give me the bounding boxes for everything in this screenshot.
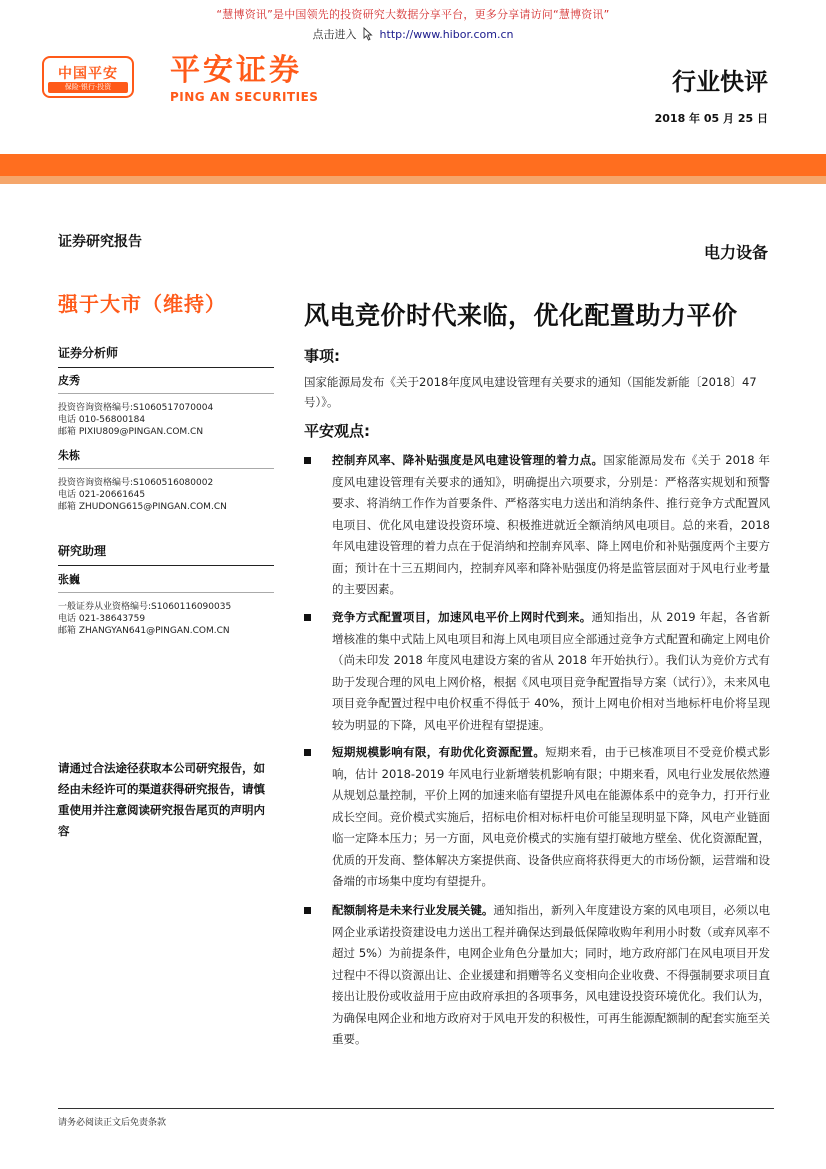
- footer-divider: [58, 1108, 774, 1109]
- promo-banner-line: “慧博资讯”是中国领先的投资研究大数据分享平台，更多分享请访问“慧博资讯”: [216, 8, 610, 21]
- page-title: 风电竞价时代来临，优化配置助力平价: [304, 301, 738, 330]
- viewpoint-bullet: [304, 742, 770, 893]
- analyst-cert: 投资咨询资格编号:S1060516080002: [58, 478, 214, 488]
- hand-cursor-icon: [362, 27, 374, 41]
- promo-link-line: [0, 26, 826, 42]
- ping-an-securities-logo: [170, 54, 318, 104]
- event-text: 国家能源局发布《关于2018年度风电建设管理有关要求的通知（国能发新能〔2018〕47号）》。: [304, 375, 757, 409]
- header-band: [0, 154, 826, 184]
- analysts-heading: 证券分析师: [58, 344, 274, 368]
- analyst-email: 邮箱 ZHUDONG615@PINGAN.COM.CN: [58, 502, 227, 512]
- viewpoint-bullet: [304, 450, 770, 601]
- analyst-cert: 投资咨询资格编号:S1060517070004: [58, 403, 214, 413]
- analyst-tel: 电话 010-56800184: [58, 415, 146, 425]
- bullet-lead: 控制弃风率、降补贴强度是风电建设管理的着力点。: [332, 453, 604, 467]
- china-ping-an-tagline: 保险·银行·投资: [48, 82, 128, 93]
- bullet-square-icon: [304, 907, 311, 914]
- bullet-square-icon: [304, 614, 311, 621]
- analyst-name: 皮秀: [58, 372, 274, 394]
- analyst-name: 朱栋: [58, 447, 274, 469]
- bullet-text: 国家能源局发布《关于 2018 年度风电建设管理有关要求的通知》，明确提出六项要求，分别是：严格落实规划和预警要求、将消纳工作作为首要条件、严格落实电力送出和消纳条件、推行竞争方式配置风电项目、优化风电建设投资环境、积极推进就近全额消纳风电项目。总的来看，2018 年风电建设管理的着力点在于促消纳和控制弃风率、降上网电价和补贴强度两个主要方面；预计在十三五期间内，控制弃风率和降补贴强度仍将是监管层面对于风电行业考量的主要因素。: [332, 453, 771, 596]
- report-kind: 证券研究报告: [58, 234, 142, 250]
- assistant-card: [58, 571, 274, 637]
- assistant-name: 张巍: [58, 571, 274, 593]
- analyst-email: 邮箱 PIXIU809@PINGAN.COM.CN: [58, 427, 204, 437]
- promo-link-prefix: 点击进入: [312, 28, 357, 41]
- assistant-cert: 一般证券从业资格编号:S1060116090035: [58, 602, 232, 612]
- document-type: 行业快评: [672, 68, 768, 96]
- bullet-text: 短期来看，由于已核准项目不受竞价模式影响，估计 2018-2019 年风电行业新增装机影响有限；中期来看，风电行业发展依然遵从规划总量控制，平价上网的加速来临有望提升风电在能源体系中的竞争力，打开行业成长空间。竞价模式实施后，招标电价相对标杆电价可能呈现明显下降，风电产业链面临一定降本压力；另一方面，风电竞价模式的实施有望打破地方壁垒、优化资源配置，优质的开发商、整体解决方案提供商、设备供应商将获得更大的市场份额，运营端和设备端的市场集中度均有望提升。: [332, 745, 770, 888]
- view-heading: 平安观点:: [304, 422, 370, 440]
- analyst-tel: 电话 021-20661645: [58, 490, 146, 500]
- rating: 强于大市（维持）: [58, 292, 226, 316]
- viewpoint-bullet: [304, 900, 770, 1051]
- assistant-heading: 研究助理: [58, 542, 274, 566]
- assistant-email: 邮箱 ZHANGYAN641@PINGAN.COM.CN: [58, 626, 230, 636]
- bullet-lead: 短期规模影响有限，有助优化资源配置。: [332, 745, 546, 759]
- china-ping-an-logo-text: 中国平安: [58, 66, 118, 82]
- footer-disclaimer: 请务必阅读正文后免责条款: [58, 1118, 167, 1128]
- bullet-lead: 配额制将是未来行业发展关键。: [332, 903, 494, 917]
- bullet-lead: 竞争方式配置项目，加速风电平价上网时代到来。: [332, 610, 592, 624]
- analyst-card: [58, 447, 274, 513]
- bullet-square-icon: [304, 457, 311, 464]
- assistant-tel: 电话 021-38643759: [58, 614, 146, 624]
- legal-notice: 请通过合法途径获取本公司研究报告，如经由未经许可的渠道获得研究报告，请慎重使用并注意阅读研究报告尾页的声明内容: [58, 761, 265, 838]
- industry-label: 电力设备: [703, 243, 768, 262]
- ping-an-securities-cn: 平安证券: [170, 53, 302, 88]
- ping-an-securities-en: PING AN SECURITIES: [170, 90, 319, 104]
- china-ping-an-logo: [42, 56, 134, 98]
- report-date: 2018 年 05 月 25 日: [654, 112, 768, 125]
- analyst-card: [58, 372, 274, 438]
- event-heading: 事项:: [304, 347, 340, 365]
- viewpoint-bullet: [304, 607, 770, 736]
- bullet-square-icon: [304, 749, 311, 756]
- bullet-text: 通知指出，新列入年度建设方案的风电项目，必须以电网企业承诺投资建设电力送出工程并确保达到最低保障收购年利用小时数（或弃风率不超过 5%）为前提条件，电网企业角色分量加大；同时，地方政府部门在风电项目开发过程中不得以资源出让、企业援建和捐赠等名义变相向企业收费、不得强制要求项目直接出让股份或收益用于应由政府承担的各项事务，风电建设投资环境优化。我们认为，为确保电网企业和地方政府对于风电开发的积极性，可再生能源配额制的配套实施至关重要。: [332, 903, 771, 1046]
- bullet-text: 通知指出，从 2019 年起，各省新增核准的集中式陆上风电项目和海上风电项目应全部通过竞争方式配置和确定上网电价（尚未印发 2018 年度风电建设方案的省从 2018 年开始执行）。我们认为竞价方式有助于发现合理的风电上网价格，根据《风电项目竞争配置指导方案（试行）》，未来风电项目竞争配置过程中电价权重不得低于 40%，预计上网电价相对当地标杆电价将呈现较为明显的下降，风电平价进程有望提速。: [332, 610, 771, 732]
- hibor-link[interactable]: http://www.hibor.com.cn: [379, 28, 514, 41]
